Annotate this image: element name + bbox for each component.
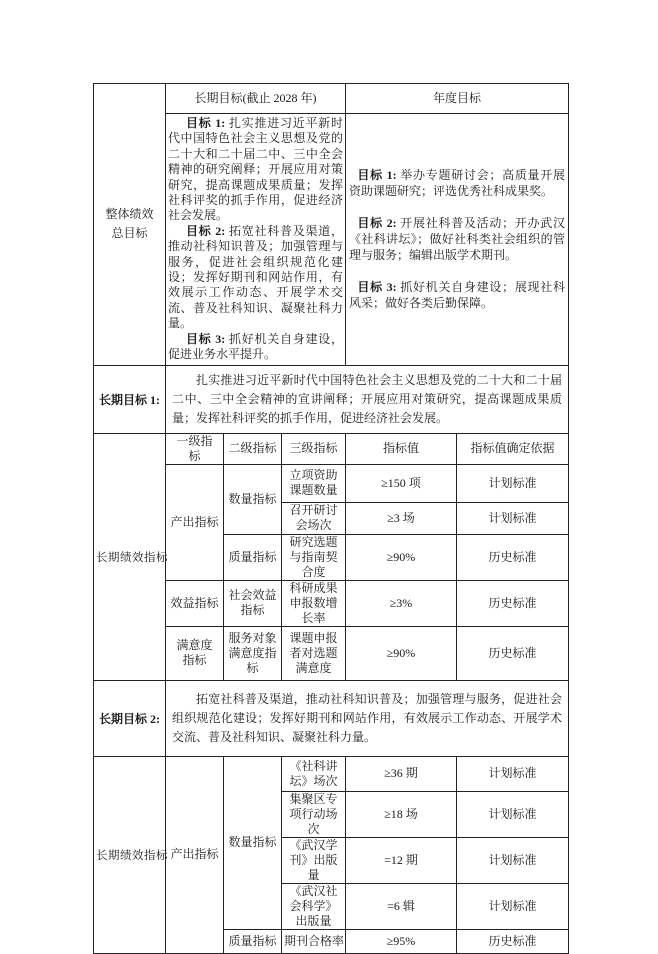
t1-quality-indicator: 质量指标 xyxy=(228,549,277,564)
t1-indicator-value-cell xyxy=(346,464,457,502)
t2-indicator-name: 《社科讲坛》场次 xyxy=(289,758,338,788)
t1-satisfaction-indicator-cell xyxy=(166,626,224,680)
t2-indicator-value-cell xyxy=(346,791,457,837)
t2-indicator-basis-cell xyxy=(457,837,569,883)
long-term-goal-2-label: 目标 2: xyxy=(186,223,229,238)
t2-output-indicator-cell xyxy=(166,756,224,953)
t1-row-label-cell xyxy=(94,433,166,680)
t2-indicator-basis-cell xyxy=(457,929,569,953)
t1-indicator-value: ≥90% xyxy=(386,549,416,564)
t1-service-satisfaction-cell xyxy=(224,626,282,680)
t1-indicator-name-cell xyxy=(282,626,346,680)
t1-indicator-value: ≥3% xyxy=(389,595,413,610)
t1-indicator-basis-cell xyxy=(457,626,569,680)
performance-target-table xyxy=(93,83,568,954)
t2-indicator-basis: 计划标准 xyxy=(488,806,537,821)
t1-output-indicator-cell xyxy=(166,464,224,580)
goal-2-label: 长期目标 2: xyxy=(99,711,160,726)
t2-indicator-basis-cell xyxy=(457,791,569,837)
t1-indicator-name-cell xyxy=(282,464,346,502)
long-term-goal-1-label: 目标 1: xyxy=(186,116,229,130)
t2-quality-indicator-cell xyxy=(224,929,282,953)
t1-indicator-basis-cell xyxy=(457,502,569,534)
t2-indicator-value-cell xyxy=(346,837,457,883)
t1-indicator-value-cell xyxy=(346,580,457,626)
t1-indicator-basis: 历史标准 xyxy=(488,595,537,610)
annual-goal-1-paragraph xyxy=(349,167,565,199)
t1-indicator-value-cell xyxy=(346,502,457,534)
t2-quality-indicator: 质量指标 xyxy=(228,933,277,948)
table-row xyxy=(94,580,569,626)
long-term-goal-1-text: 扎实推进习近平新时代中国特色社会主义思想及党的二十大和二十届二中、三中全会精神的研究阐释；开展应用对策研究，提高课题成果质量；发挥社科评奖的抓手作用，促进经济社会发展。 xyxy=(168,116,343,223)
t2-quantity-indicator: 数量指标 xyxy=(228,835,277,849)
t2-indicator-name: 《武汉社会科学》出版量 xyxy=(289,883,338,928)
t1-header-level3 xyxy=(282,433,346,464)
t1-indicator-name: 召开研讨会场次 xyxy=(289,503,338,532)
indicator-table-1 xyxy=(93,433,569,681)
t2-indicator-name-cell xyxy=(282,883,346,929)
t2-indicator-basis: 历史标准 xyxy=(488,933,537,948)
goal-1-paragraph xyxy=(172,371,562,428)
t1-quantity-indicator: 数量指标 xyxy=(228,491,277,506)
t2-indicator-basis: 计划标准 xyxy=(488,852,537,867)
t1-indicator-value-cell xyxy=(346,626,457,680)
t1-indicator-basis-cell xyxy=(457,580,569,626)
t1-indicator-basis: 历史标准 xyxy=(488,549,537,564)
annual-goal-3-label: 目标 3: xyxy=(357,280,401,295)
t2-indicator-name-cell xyxy=(282,837,346,883)
t2-indicator-name-cell xyxy=(282,756,346,791)
t2-indicator-value: =6 辑 xyxy=(387,898,415,913)
long-term-goals-cell xyxy=(166,114,346,366)
t1-social-benefit-cell xyxy=(224,580,282,626)
t1-row-label: 长期绩效指标 xyxy=(96,551,168,564)
t2-output-indicator: 产出指标 xyxy=(170,847,219,861)
t1-satisfaction-indicator: 满意度指标 xyxy=(176,638,213,667)
goal-2-text-cell xyxy=(166,680,569,756)
annual-goal-2-text: 开展社科普及活动；开办武汉《社科讲坛》；做好社科类社会组织的管理与服务；编辑出版学术期刊。 xyxy=(349,216,565,263)
long-term-goal-header-text: 长期目标(截止 2028 年) xyxy=(194,91,317,105)
goal-2-row xyxy=(93,680,569,757)
annual-goal-3-paragraph xyxy=(349,279,565,311)
t2-indicator-value: ≥95% xyxy=(386,933,416,948)
t1-indicator-value-cell xyxy=(346,534,457,580)
long-term-goal-3-paragraph xyxy=(168,332,343,363)
t2-indicator-basis-cell xyxy=(457,883,569,929)
t1-header-level1-text: 一级指标 xyxy=(176,433,213,463)
t1-header-level3-text: 三级指标 xyxy=(289,441,338,455)
t1-indicator-name: 立项资助课题数量 xyxy=(289,468,338,497)
t1-service-satisfaction-indicator: 服务对象满意度指标 xyxy=(228,630,277,675)
long-term-goal-2-text: 拓宽社科普及渠道，推动社科知识普及；加强管理与服务，促进社会组织规范化建设；发挥好期刊和网站作用，有效展示工作动态、开展学术交流、普及社科知识、凝聚社科力量。 xyxy=(168,223,343,331)
goal-1-row xyxy=(93,365,569,434)
t2-indicator-value-cell xyxy=(346,929,457,953)
t1-indicator-name-cell xyxy=(282,502,346,534)
t1-indicator-name: 研究选题与指南契合度 xyxy=(289,534,338,579)
indicator-table-2 xyxy=(93,756,569,954)
goal-2-paragraph xyxy=(172,690,562,747)
t1-benefit-indicator: 效益指标 xyxy=(170,595,219,610)
long-term-goal-1-paragraph xyxy=(168,116,343,224)
t1-quality-indicator-cell xyxy=(224,534,282,580)
t1-header-level2-text: 二级指标 xyxy=(228,441,277,455)
t2-indicator-name-cell xyxy=(282,929,346,953)
t1-indicator-value: ≥3 场 xyxy=(387,510,415,525)
t2-quantity-indicator-cell xyxy=(224,756,282,929)
overall-goal-label-cell xyxy=(94,84,166,366)
t1-header-value xyxy=(346,433,457,464)
annual-goal-header-text: 年度目标 xyxy=(432,91,481,105)
t1-indicator-basis-cell xyxy=(457,534,569,580)
table-row xyxy=(94,626,569,680)
t2-indicator-name: 期刊合格率 xyxy=(284,933,345,948)
t1-header-value-text: 指标值 xyxy=(382,441,419,455)
t2-row-label-cell xyxy=(94,756,166,953)
annual-goal-3-text: 抓好机关自身建设；展现社科风采；做好各类后勤保障。 xyxy=(349,280,565,311)
t2-row-label: 长期绩效指标 xyxy=(96,849,168,862)
overall-goal-label: 整体绩效总目标 xyxy=(105,207,154,241)
t2-indicator-name-cell xyxy=(282,791,346,837)
t2-indicator-basis-cell xyxy=(457,756,569,791)
annual-goal-1-label: 目标 1: xyxy=(357,168,401,183)
goal-2-label-cell xyxy=(94,680,166,756)
t1-indicator-basis-cell xyxy=(457,464,569,502)
t2-indicator-name: 集聚区专项行动场次 xyxy=(289,791,338,836)
goal-1-label: 长期目标 1: xyxy=(99,392,160,407)
t2-indicator-value: ≥36 期 xyxy=(384,766,418,780)
t1-indicator-name: 科研成果申报数增长率 xyxy=(289,580,338,625)
goal-1-text-cell xyxy=(166,365,569,433)
table-row xyxy=(94,756,569,791)
long-term-goal-column-header xyxy=(166,84,346,114)
t1-social-benefit-indicator: 社会效益指标 xyxy=(228,588,277,617)
t1-output-indicator: 产出指标 xyxy=(170,514,219,529)
table-row xyxy=(94,464,569,502)
annual-goal-2-label: 目标 2: xyxy=(357,216,401,231)
t1-indicator-basis: 计划标准 xyxy=(488,475,537,490)
t1-indicator-name-cell xyxy=(282,534,346,580)
t2-indicator-value: ≥18 场 xyxy=(384,806,418,821)
t2-indicator-basis: 计划标准 xyxy=(488,766,537,780)
t1-header-basis xyxy=(457,433,569,464)
t1-header-level2 xyxy=(224,433,282,464)
annual-goal-1-text: 举办专题研讨会；高质量开展资助课题研究；评选优秀社科成果奖。 xyxy=(349,168,565,199)
t2-indicator-basis: 计划标准 xyxy=(488,898,537,913)
long-term-goal-2-paragraph xyxy=(168,224,343,332)
t1-header-basis-text: 指标值确定依据 xyxy=(470,441,555,455)
t1-quantity-indicator-cell xyxy=(224,464,282,534)
long-term-goal-3-label: 目标 3: xyxy=(186,331,229,346)
t2-indicator-name: 《武汉学刊》出版量 xyxy=(289,837,338,882)
overview-table xyxy=(93,83,569,366)
t2-indicator-value-cell xyxy=(346,883,457,929)
long-term-goal-3-text: 抓好机关自身建设，促进业务水平提升。 xyxy=(168,331,343,362)
t2-indicator-value: =12 期 xyxy=(384,852,418,867)
goal-1-label-cell xyxy=(94,365,166,433)
t1-indicator-name-cell xyxy=(282,580,346,626)
t1-benefit-indicator-cell xyxy=(166,580,224,626)
t1-indicator-name: 课题申报者对选题满意度 xyxy=(289,630,338,675)
goal-2-text: 拓宽社科普及渠道，推动社科知识普及；加强管理与服务，促进社会组织规范化建设；发挥好期刊和网站作用，有效展示工作动态、开展学术交流、普及社科知识、凝聚社科力量。 xyxy=(172,691,562,744)
goal-1-text: 扎实推进习近平新时代中国特色社会主义思想及党的二十大和二十届二中、三中全会精神的宣讲阐释；开展应用对策研究，提高课题成果质量；发挥社科评奖的抓手作用，促进经济社会发展。 xyxy=(172,372,562,425)
t1-indicator-value: ≥150 项 xyxy=(381,475,421,490)
t1-header-level1 xyxy=(166,433,224,464)
annual-goal-2-paragraph xyxy=(349,215,565,263)
annual-goals-cell xyxy=(346,114,569,366)
t1-indicator-basis: 历史标准 xyxy=(488,645,537,660)
t1-indicator-basis: 计划标准 xyxy=(488,510,537,525)
t2-indicator-value-cell xyxy=(346,756,457,791)
annual-goal-column-header xyxy=(346,84,569,114)
t1-indicator-value: ≥90% xyxy=(386,645,416,660)
